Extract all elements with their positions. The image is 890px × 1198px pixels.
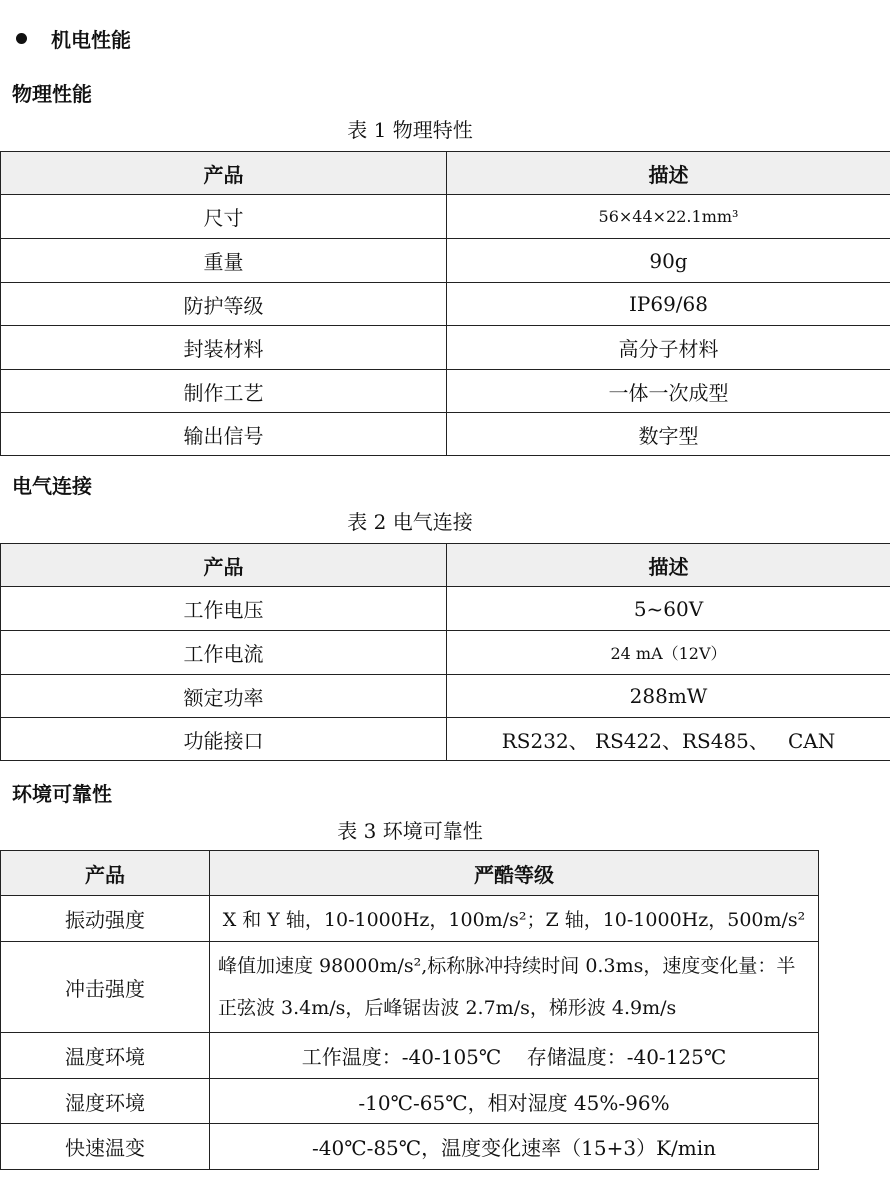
row-value: 24 mA（12V） xyxy=(447,631,890,675)
table3-caption: 表 3 环境可靠性 xyxy=(337,819,483,843)
table-row xyxy=(1,195,890,239)
table-row xyxy=(1,675,890,718)
row-label: 防护等级 xyxy=(1,283,447,326)
row-value: 288mW xyxy=(447,675,890,718)
bullet-icon xyxy=(16,33,27,44)
column-header: 产品 xyxy=(1,851,210,896)
table-row xyxy=(1,631,890,675)
row-value: RS232、 RS422、RS485、 CAN xyxy=(447,718,890,761)
table-row xyxy=(1,896,819,942)
column-header: 描述 xyxy=(447,544,890,587)
section-title-electrical: 电气连接 xyxy=(12,474,92,498)
column-header: 产品 xyxy=(1,544,447,587)
row-label: 重量 xyxy=(1,239,447,283)
row-label: 尺寸 xyxy=(1,195,447,239)
table-row xyxy=(1,1033,819,1079)
row-label: 振动强度 xyxy=(1,896,210,942)
table-row xyxy=(1,587,890,631)
row-label: 快速温变 xyxy=(1,1124,210,1170)
row-label: 温度环境 xyxy=(1,1033,210,1079)
row-label: 额定功率 xyxy=(1,675,447,718)
row-label: 湿度环境 xyxy=(1,1079,210,1124)
main-heading-text: 机电性能 xyxy=(51,27,131,52)
row-label: 工作电压 xyxy=(1,587,447,631)
column-header: 严酷等级 xyxy=(210,851,819,896)
row-label: 封装材料 xyxy=(1,326,447,370)
row-value: 峰值加速度 98000m/s²,标称脉冲持续时间 0.3ms，速度变化量：半正弦波 3.4m/s，后峰锯齿波 2.7m/s，梯形波 4.9m/s xyxy=(210,942,819,1033)
row-label: 冲击强度 xyxy=(1,942,210,1033)
row-value: -10℃-65℃，相对湿度 45%-96% xyxy=(210,1079,819,1124)
row-label: 工作电流 xyxy=(1,631,447,675)
section-title-environment: 环境可靠性 xyxy=(12,782,112,806)
row-label: 制作工艺 xyxy=(1,370,447,413)
table-row xyxy=(1,1079,819,1124)
row-value: 工作温度：-40-105℃ 存储温度：-40-125℃ xyxy=(210,1033,819,1079)
electrical-table xyxy=(0,543,890,761)
table1-caption: 表 1 物理特性 xyxy=(347,118,473,142)
main-heading xyxy=(10,24,131,52)
table-row xyxy=(1,283,890,326)
row-value: X 和 Y 轴，10-1000Hz，100m/s²；Z 轴，10-1000Hz，500m/s² xyxy=(210,896,819,942)
table-row xyxy=(1,1124,819,1170)
table-row xyxy=(1,942,819,1033)
table-row xyxy=(1,413,890,456)
row-value: 5~60V xyxy=(447,587,890,631)
section-title-physical: 物理性能 xyxy=(12,82,92,106)
row-value: 56×44×22.1mm³ xyxy=(447,195,890,239)
column-header: 产品 xyxy=(1,152,447,195)
row-label: 功能接口 xyxy=(1,718,447,761)
table2-caption: 表 2 电气连接 xyxy=(347,510,473,534)
column-header: 描述 xyxy=(447,152,890,195)
table-header-row xyxy=(1,152,890,195)
table-row xyxy=(1,326,890,370)
row-value: IP69/68 xyxy=(447,283,890,326)
table-row xyxy=(1,239,890,283)
table-row xyxy=(1,370,890,413)
table-row xyxy=(1,718,890,761)
table-header-row xyxy=(1,544,890,587)
row-value: -40℃-85℃，温度变化速率（15+3）K/min xyxy=(210,1124,819,1170)
row-value: 数字型 xyxy=(447,413,890,456)
table-header-row xyxy=(1,851,819,896)
row-value: 一体一次成型 xyxy=(447,370,890,413)
row-value: 90g xyxy=(447,239,890,283)
row-label: 输出信号 xyxy=(1,413,447,456)
environment-table xyxy=(0,850,819,1170)
physical-table xyxy=(0,151,890,456)
row-value: 高分子材料 xyxy=(447,326,890,370)
